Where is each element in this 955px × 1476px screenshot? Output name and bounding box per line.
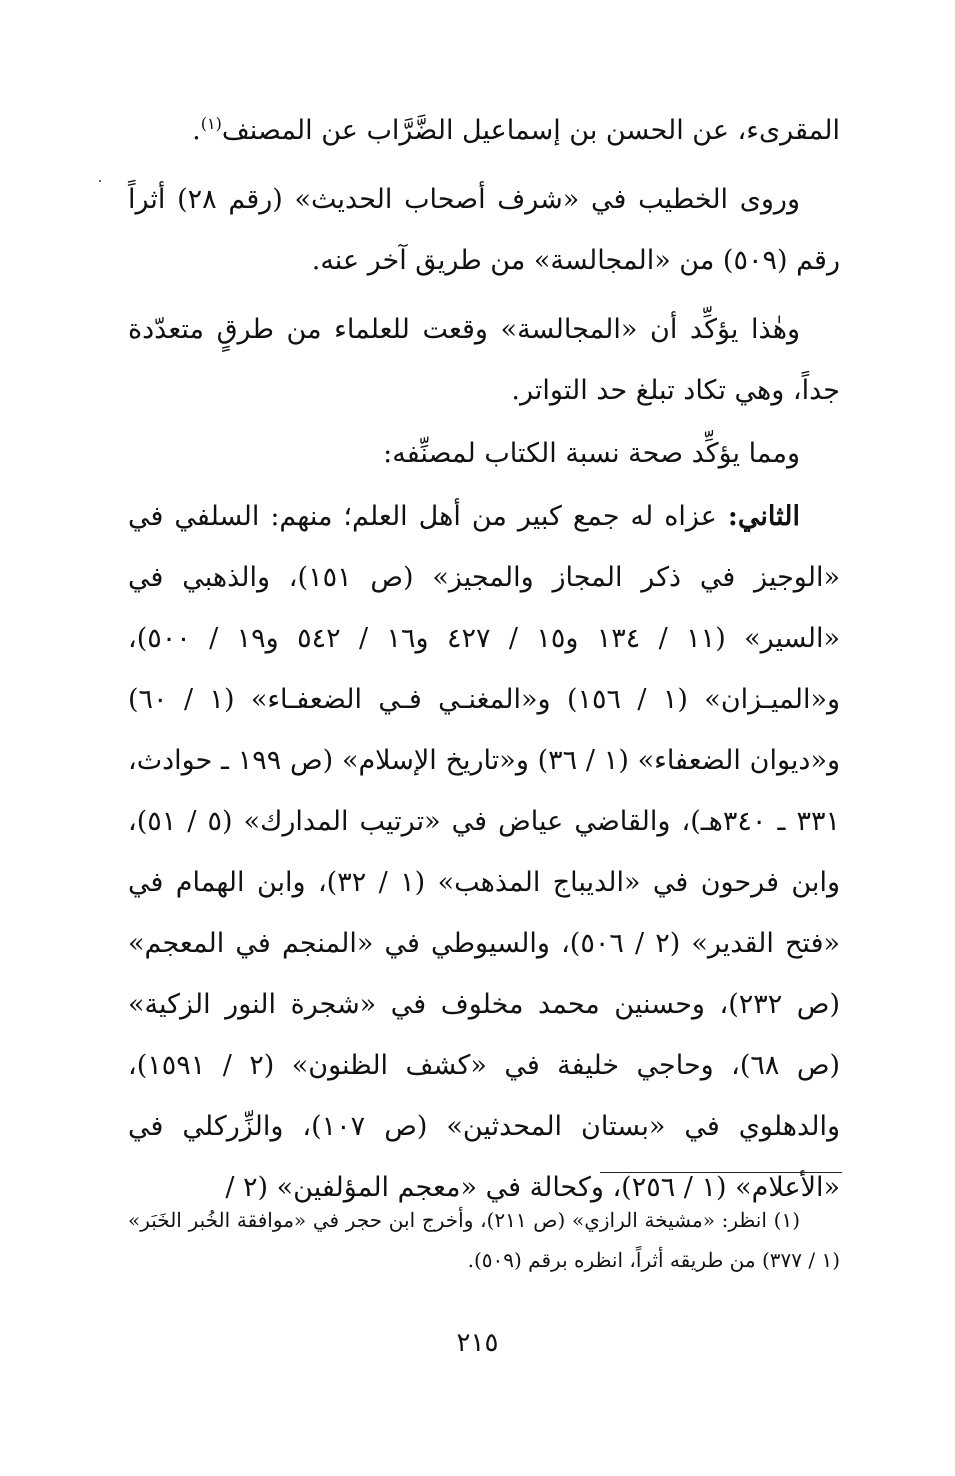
paragraph-1 bbox=[128, 100, 840, 161]
paragraph-3-text: وهٰذا يؤكِّد أن «المجالسة» وقعت للعلماء من طرقٍ متعدّدة جداً، وهي تكاد تبلغ حد التواتر. bbox=[128, 314, 840, 406]
paragraph-5-text: عزاه له جمع كبير من أهل العلم؛ منهم: السلفي في «الوجيز في ذكر المجاز والمجيز» (ص ١٥١)، والذهبي في «السير» (١١ / ١٣٤ و١٥ / ٤٢٧ و١٦ / ٥٤٢ و١٩ / ٥٠٠)، و«الميـزان» (١ / ١٥٦) و«المغنـي فـي الضعفـاء» (١ / ٦٠) و«ديوان الضعفاء» (١ / ٣٦) و«تاريخ الإسلام» (ص ١٩٩ ـ حوادث، ٣٣١ ـ ٣٤٠هـ)، والقاضي عياض في «ترتيب المدارك» (٥ / ٥١)، وابن فرحون في «الديباج المذهب» (١ / ٣٢)، وابن الهمام في «فتح القدير» (٢ / ٥٠٦)، والسيوطي في «المنجم في المعجم» (ص ٢٣٢)، وحسنين محمد مخلوف في «شجرة النور الزكية» (ص ٦٨)، وحاجي خليفة في «كشف الظنون» (٢ / ١٥٩١)، والدهلوي في «بستان المحدثين» (ص ١٠٧)، والزِّركلي في «الأعلام» (١ / ٢٥٦)، وكحالة في «معجم المؤلفين» (٢ / bbox=[128, 501, 841, 1203]
footnote-separator bbox=[600, 1172, 842, 1173]
footnote-1-text: (١) انظر: «مشيخة الرازي» (ص ٢١١)، وأخرج ابن حجر في «موافقة الخُبر الخَبَر» (١ / ٣٧٧) من طريقه أثراً، انظره برقم (٥٠٩). bbox=[128, 1208, 840, 1272]
paragraph-4-text: ومما يؤكِّد صحة نسبة الكتاب لمصنِّفه: bbox=[383, 438, 800, 469]
paragraph-1-text: المقرىء، عن الحسن بن إسماعيل الضَّرَّاب عن المصنف bbox=[221, 115, 840, 146]
paragraph-2 bbox=[128, 169, 840, 291]
paragraph-4 bbox=[128, 423, 840, 484]
footnote-1 bbox=[128, 1200, 840, 1280]
page-number: ٢١٥ bbox=[456, 1328, 499, 1358]
paragraph-5-lead: الثاني: bbox=[727, 501, 800, 532]
body-text bbox=[128, 100, 840, 1218]
paragraph-5 bbox=[128, 486, 840, 1218]
paragraph-3 bbox=[128, 299, 840, 421]
scan-speck bbox=[99, 180, 101, 182]
paragraph-1-trailing: . bbox=[192, 115, 201, 146]
footnotes bbox=[128, 1200, 840, 1280]
footnote-ref[interactable]: (١) bbox=[200, 114, 222, 133]
paragraph-2-text: وروى الخطيب في «شرف أصحاب الحديث» (رقم ٢٨) أثراً رقم (٥٠٩) من «المجالسة» من طريق آخر عنه. bbox=[128, 184, 840, 276]
